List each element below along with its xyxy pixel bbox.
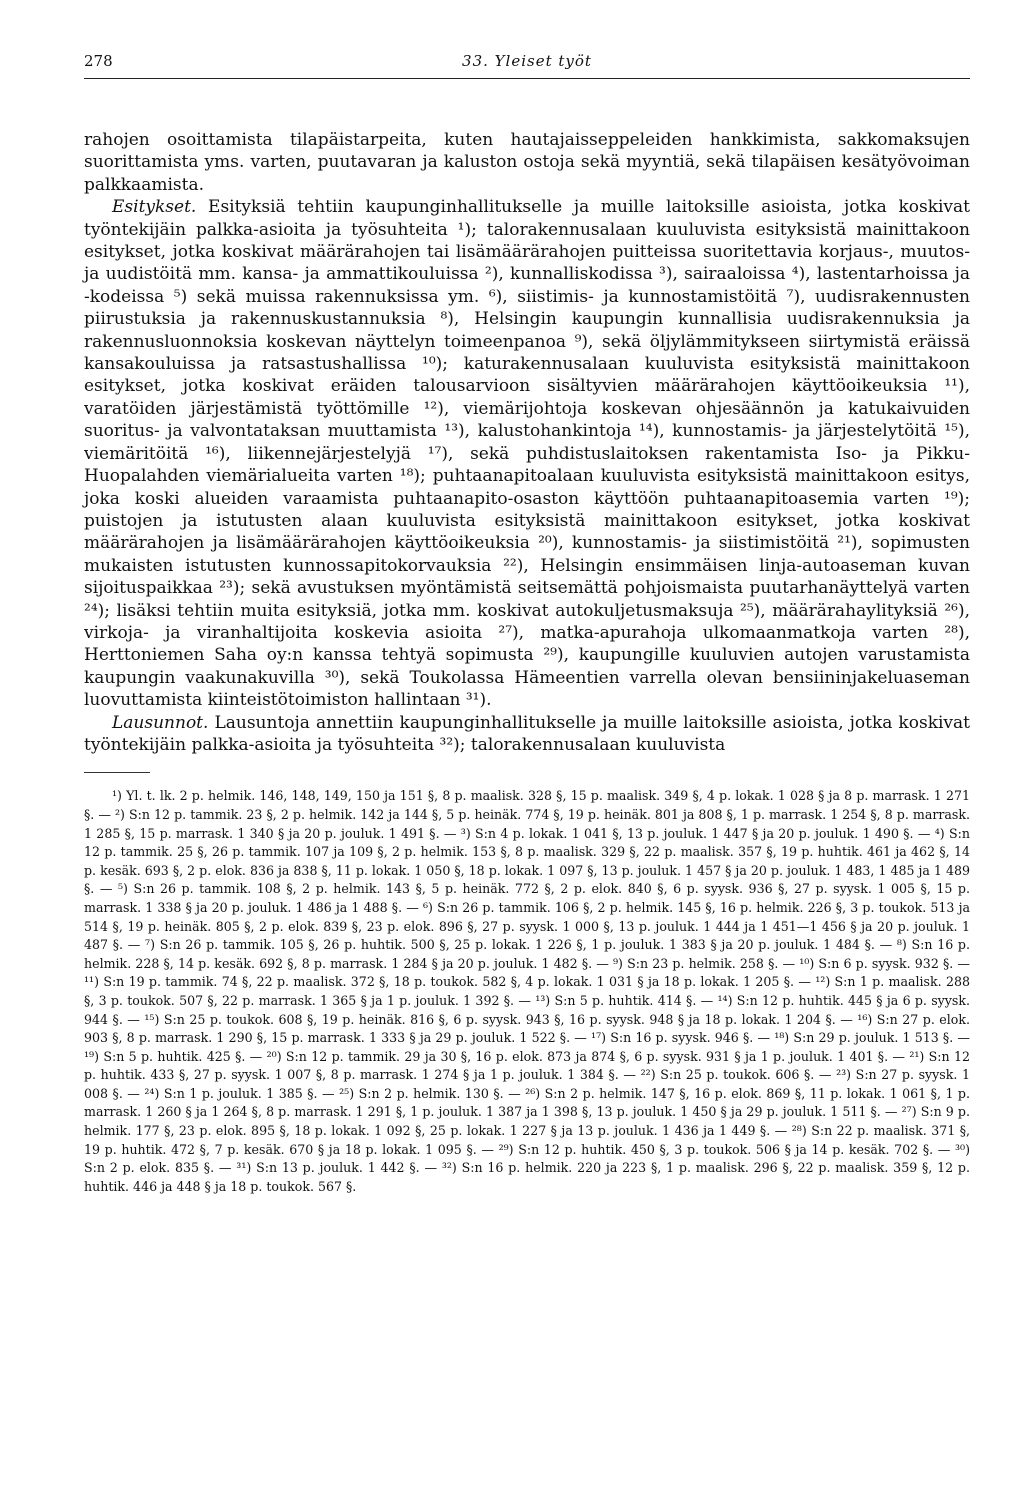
page-number: 278	[84, 52, 113, 70]
paragraph-lausunnot	[84, 712, 970, 757]
running-head: 33. Yleiset työt	[462, 52, 592, 70]
document-page	[84, 44, 970, 1196]
body-text	[84, 129, 970, 756]
paragraph-lausunnot-text: Lausuntoja annettiin kaupunginhallitukselle ja muille laitoksille asioista, jotka koskivat työntekijäin palkka-asioita ja työsuhteita ³²); talorakennusalaan kuuluvista	[84, 712, 971, 755]
section-lead-lausunnot: Lausunnot.	[112, 712, 209, 733]
paragraph-esitykset-text: Esityksiä tehtiin kaupunginhallitukselle ja muille laitoksille asioista, jotka koskivat työntekijäin palkka-asioita ja työsuhteita ¹); talorakennusalaan kuuluvista esityksistä mainittakoon esitykset, jotka koskivat määrärahojen tai lisämäärärahojen puitteissa suoritettavia korjaus-, muutos- ja uudistöitä mm. kansa- ja ammattikouluissa ²), kunnalliskodissa ³), sairaaloissa ⁴), lastentarhoissa ja -kodeissa ⁵) sekä muissa rakennuksissa ym. ⁶), siistimis- ja kunnostamistöitä ⁷), uudisrakennusten piirustuksia ja rakennuskustannuksia ⁸), Helsingin kaupungin kunnallisia uudisrakennuksia ja rakennusluonnoksia koskevan näyttelyn toimeenpanoa ⁹), sekä öljylämmitykseen siirtymistä eräissä kansakouluissa ja ratsastushallissa ¹⁰); katurakennusalaan kuuluvista esityksistä mainittakoon esitykset, jotka koskivat eräiden talousarvioon sisältyvien määrärahojen käyttöoikeuksia ¹¹), varatöiden järjestämistä työttömille ¹²), viemärijohtoja koskevan ohjesäännön ja katukaivuiden suoritus- ja valvontataksan muuttamista ¹³), kalustohankintoja ¹⁴), kunnostamis- ja järjestelytöitä ¹⁵), viemäritöitä ¹⁶), liikennejärjestelyjä ¹⁷), sekä puhdistuslaitoksen rakentamista Iso- ja Pikku-Huopalahden viemärialueita varten ¹⁸); puhtaanapitoalaan kuuluvista esityksistä mainittakoon esitys, joka koski alueiden varaamista puhtaanapito-osaston käyttöön puhtaanapitoasemia varten ¹⁹); puistojen ja istutusten alaan kuuluvista esityksistä mainittakoon esitykset, jotka koskivat määrärahojen ja lisämäärärahojen käyttöoikeuksia ²⁰), kunnostamis- ja siistimistöitä ²¹), sopimusten mukaisten istutusten kunnossapitokorvauksia ²²), Helsingin ensimmäisen linja-autoaseman kuvan sijoituspaikkaa ²³); sekä avustuksen myöntämistä seitsemättä pohjoismaista puutarhanäyttelyä varten ²⁴); lisäksi tehtiin muita esityksiä, jotka mm. koskivat autokuljetusmaksuja ²⁵), määrärahaylityksiä ²⁶), virkoja- ja viranhaltijoita koskevia asioita ²⁷), matka-apurahoja ulkomaanmatkoja varten ²⁸), Herttoniemen Saha oy:n kanssa tehtyä sopimusta ²⁹), kaupungille kuuluvien autojen varustamista kaupungin vaakunakuvilla ³⁰), sekä Toukolassa Hämeentien varrella olevan bensiininjakeluaseman luovuttamista kiinteistötoimiston hallintaan ³¹).	[84, 197, 971, 711]
footnotes-text: ¹) Yl. t. lk. 2 p. helmik. 146, 148, 149, 150 ja 151 §, 8 p. maalisk. 328 §, 15 p. maalisk. 349 §, 4 p. lokak. 1 028 § ja 8 p. marrask. 1 271 §. — ²) S:n 12 p. tammik. 23 §, 2 p. helmik. 142 ja 144 §, 5 p. heinäk. 774 §, 19 p. heinäk. 801 ja 808 §, 1 p. marrask. 1 254 §, 8 p. marrask. 1 285 §, 15 p. marrask. 1 340 § ja 20 p. jouluk. 1 491 §. — ³) S:n 4 p. lokak. 1 041 §, 13 p. jouluk. 1 447 § ja 20 p. jouluk. 1 490 §. — ⁴) S:n 12 p. tammik. 25 §, 26 p. tammik. 107 ja 109 §, 2 p. helmik. 153 §, 8 p. maalisk. 329 §, 22 p. maalisk. 357 §, 19 p. huhtik. 461 ja 462 §, 14 p. kesäk. 693 §, 2 p. elok. 836 ja 838 §, 11 p. lokak. 1 050 §, 18 p. lokak. 1 097 §, 13 p. jouluk. 1 457 § ja 20 p. jouluk. 1 483, 1 485 ja 1 489 §. — ⁵) S:n 26 p. tammik. 108 §, 2 p. helmik. 143 §, 5 p. heinäk. 772 §, 2 p. elok. 840 §, 6 p. syysk. 936 §, 27 p. syysk. 1 005 §, 15 p. marrask. 1 338 § ja 20 p. jouluk. 1 486 ja 1 488 §. — ⁶) S:n 26 p. tammik. 106 §, 2 p. helmik. 145 §, 16 p. helmik. 226 §, 3 p. toukok. 513 ja 514 §, 19 p. heinäk. 805 §, 2 p. elok. 839 §, 23 p. elok. 896 §, 27 p. syysk. 1 000 §, 13 p. jouluk. 1 444 ja 1 451—1 456 § ja 20 p. jouluk. 1 487 §. — ⁷) S:n 26 p. tammik. 105 §, 26 p. huhtik. 500 §, 25 p. lokak. 1 226 §, 1 p. jouluk. 1 383 § ja 20 p. jouluk. 1 484 §. — ⁸) S:n 16 p. helmik. 228 §, 14 p. kesäk. 692 §, 8 p. marrask. 1 284 § ja 20 p. jouluk. 1 482 §. — ⁹) S:n 23 p. helmik. 258 §. — ¹⁰) S:n 6 p. syysk. 932 §. — ¹¹) S:n 19 p. tammik. 74 §, 22 p. maalisk. 372 §, 18 p. toukok. 582 §, 4 p. lokak. 1 031 § ja 18 p. lokak. 1 205 §. — ¹²) S:n 1 p. maalisk. 288 §, 3 p. toukok. 507 §, 22 p. marrask. 1 365 § ja 1 p. jouluk. 1 392 §. — ¹³) S:n 5 p. huhtik. 414 §. — ¹⁴) S:n 12 p. huhtik. 445 § ja 6 p. syysk. 944 §. — ¹⁵) S:n 25 p. toukok. 608 §, 19 p. heinäk. 816 §, 6 p. syysk. 943 §, 16 p. syysk. 948 § ja 18 p. lokak. 1 204 §. — ¹⁶) S:n 27 p. elok. 903 §, 8 p. marrask. 1 290 §, 15 p. marrask. 1 333 § ja 29 p. jouluk. 1 522 §. — ¹⁷) S:n 16 p. syysk. 946 §. — ¹⁸) S:n 29 p. jouluk. 1 513 §. — ¹⁹) S:n 5 p. huhtik. 425 §. — ²⁰) S:n 12 p. tammik. 29 ja 30 §, 16 p. elok. 873 ja 874 §, 6 p. syysk. 931 § ja 1 p. jouluk. 1 401 §. — ²¹) S:n 12 p. huhtik. 433 §, 27 p. syysk. 1 007 §, 8 p. marrask. 1 274 § ja 1 p. jouluk. 1 384 §. — ²²) S:n 25 p. toukok. 606 §. — ²³) S:n 27 p. syysk. 1 008 §. — ²⁴) S:n 1 p. jouluk. 1 385 §. — ²⁵) S:n 2 p. helmik. 130 §. — ²⁶) S:n 2 p. helmik. 147 §, 16 p. elok. 869 §, 11 p. lokak. 1 061 §, 1 p. marrask. 1 260 § ja 1 264 §, 8 p. marrask. 1 291 §, 1 p. jouluk. 1 387 ja 1 398 §, 13 p. jouluk. 1 450 § ja 29 p. jouluk. 1 511 §. — ²⁷) S:n 9 p. helmik. 177 §, 23 p. elok. 895 §, 18 p. lokak. 1 092 §, 25 p. lokak. 1 227 § ja 13 p. jouluk. 1 436 ja 1 449 §. — ²⁸) S:n 22 p. maalisk. 371 §, 19 p. huhtik. 472 §, 7 p. kesäk. 670 § ja 18 p. lokak. 1 095 §. — ²⁹) S:n 12 p. huhtik. 450 §, 3 p. toukok. 506 § ja 14 p. kesäk. 702 §. — ³⁰) S:n 2 p. elok. 835 §. — ³¹) S:n 13 p. jouluk. 1 442 §. — ³²) S:n 16 p. helmik. 220 ja 223 §, 1 p. maalisk. 296 §, 22 p. maalisk. 359 §, 12 p. huhtik. 446 ja 448 § ja 18 p. toukok. 567 §.	[84, 788, 970, 1194]
paragraph-1: rahojen osoittamista tilapäistarpeita, kuten hautajaisseppeleiden hankkimista, sakkomaksujen suorittamista yms. varten, puutavaran ja kaluston ostoja sekä myyntiä, sekä tilapäisen kesätyövoiman palkkaamista.	[84, 130, 970, 195]
page-header	[84, 44, 970, 79]
paragraph-esitykset	[84, 196, 970, 711]
footnotes	[84, 787, 970, 1196]
section-lead-esitykset: Esitykset.	[112, 197, 197, 218]
footnote-divider	[84, 772, 150, 773]
